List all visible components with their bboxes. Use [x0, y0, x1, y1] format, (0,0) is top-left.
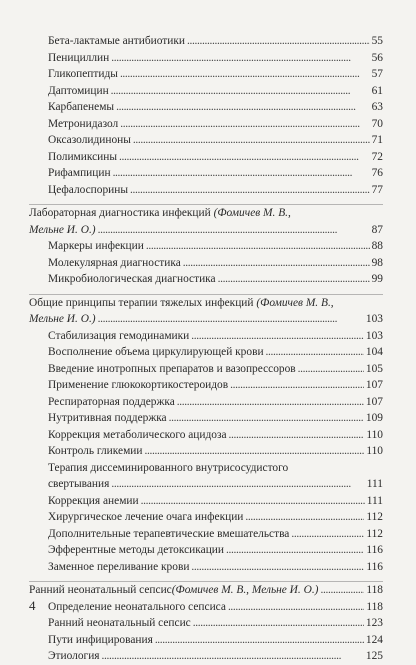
leader-dots — [230, 377, 364, 394]
entry-title: Стабилизация гемодинамики — [48, 329, 190, 342]
entry-page-number: 123 — [365, 617, 383, 629]
leader-dots — [111, 83, 370, 100]
entry-line — [48, 50, 383, 67]
entry-title-line1 — [29, 295, 383, 312]
entry-line — [48, 33, 383, 50]
entry-title: Применение глюкокортикостероидов — [48, 379, 229, 391]
entry-page-number: 104 — [365, 346, 383, 358]
entry-title: Заменное переливание крови — [48, 560, 190, 573]
leader-dots — [169, 410, 364, 427]
entry-title: Коррекция метаболического ацидоза — [48, 428, 227, 441]
toc-entry[interactable] — [0, 410, 416, 427]
entry-title: Карбапенемы — [48, 101, 115, 113]
entry-page-number: 76 — [371, 167, 383, 179]
entry-page-number: 88 — [371, 240, 383, 252]
entry-author: (Фомичев М. В., — [256, 296, 334, 309]
entry-title: Введение инотропных препаратов и вазопрессоров — [48, 362, 296, 375]
entry-line — [48, 361, 383, 378]
entry-line — [48, 648, 383, 665]
entry-line — [48, 599, 383, 616]
entry-title: Дополнительные терапевтические вмешательства — [48, 527, 290, 540]
entry-page-number: 107 — [365, 379, 383, 391]
entry-title: Контроль гликемии — [48, 445, 143, 457]
entry-line — [48, 238, 383, 255]
entry-title: Нутритивная поддержка — [48, 412, 167, 424]
entry-line — [48, 526, 383, 543]
toc-entry[interactable] — [0, 427, 416, 444]
entry-page-number: 99 — [371, 273, 383, 285]
toc-section-entry[interactable] — [0, 205, 416, 238]
leader-dots — [102, 648, 364, 665]
entry-title: Полимиксины — [48, 150, 118, 163]
entry-line — [48, 99, 383, 116]
entry-page-number: 116 — [366, 560, 383, 573]
entry-page-number: 112 — [366, 511, 383, 523]
leader-dots — [266, 344, 364, 361]
entry-title: Определение неонатального сепсиса — [48, 600, 226, 613]
leader-dots — [320, 582, 364, 599]
toc-entry[interactable] — [0, 132, 416, 149]
entry-line — [48, 116, 383, 133]
entry-line — [48, 132, 383, 149]
entry-title: Метронидазол — [48, 117, 119, 130]
entry-page-number: 110 — [366, 428, 383, 441]
toc-entry[interactable] — [0, 238, 416, 255]
entry-page-number: 63 — [371, 101, 383, 113]
toc-entry[interactable] — [0, 361, 416, 378]
entry-title: Респираторная поддержка — [48, 395, 175, 408]
leader-dots — [133, 132, 370, 149]
leader-dots — [146, 238, 370, 255]
entry-title: Общие принципы терапии тяжелых инфекций — [29, 296, 257, 309]
entry-page-number: 55 — [371, 35, 383, 47]
entry-page-number: 70 — [371, 117, 383, 130]
entry-title: Лабораторная диагностика инфекций — [29, 207, 214, 219]
entry-page-number: 57 — [371, 68, 383, 80]
entry-title: Эфферентные методы детоксикации — [48, 544, 224, 556]
leader-dots — [119, 149, 370, 166]
leader-dots — [177, 394, 364, 411]
toc-entry[interactable] — [0, 460, 416, 493]
entry-title: Рифампицин — [48, 167, 111, 179]
entry-line2 — [29, 311, 383, 328]
entry-line — [48, 559, 383, 576]
leader-dots — [116, 99, 370, 116]
entry-page-number: 125 — [365, 650, 383, 662]
entry-title: Коррекция анемии — [48, 494, 139, 507]
toc-entry[interactable] — [0, 271, 416, 288]
leader-dots — [218, 271, 370, 288]
toc-entry[interactable] — [0, 182, 416, 199]
entry-title: Этиология — [48, 650, 100, 662]
entry-line — [48, 328, 383, 345]
leader-dots — [193, 615, 364, 632]
leader-dots — [191, 328, 364, 345]
entry-page-number: 111 — [366, 478, 383, 490]
entry-title-line1 — [29, 205, 383, 222]
table-of-contents — [0, 33, 416, 665]
entry-title-line2: Мельне И. О.) — [29, 313, 96, 325]
entry-title: Ранний неонатальный сепсис — [48, 617, 191, 629]
leader-dots — [111, 476, 364, 493]
entry-line — [48, 83, 383, 100]
leader-dots — [187, 33, 370, 50]
leader-dots — [183, 255, 370, 272]
leader-dots — [98, 222, 370, 239]
entry-line — [29, 582, 383, 599]
entry-page-number: 118 — [366, 584, 383, 596]
toc-entry[interactable] — [0, 559, 416, 576]
leader-dots — [191, 559, 364, 576]
toc-entry[interactable] — [0, 83, 416, 100]
entry-line — [48, 427, 383, 444]
toc-entry[interactable] — [0, 542, 416, 559]
entry-line2 — [48, 476, 383, 493]
entry-page-number: 61 — [371, 84, 383, 97]
toc-entry[interactable] — [0, 509, 416, 526]
entry-title-line2: Мельне И. О.) — [29, 223, 96, 236]
entry-page-number: 110 — [366, 445, 383, 457]
toc-entry[interactable] — [0, 344, 416, 361]
leader-dots — [120, 66, 370, 83]
entry-page-number: 118 — [366, 600, 383, 613]
toc-entry[interactable] — [0, 328, 416, 345]
entry-title: Пенициллин — [48, 51, 110, 64]
leader-dots — [229, 427, 365, 444]
entry-line — [48, 66, 383, 83]
entry-line — [48, 377, 383, 394]
entry-line — [48, 493, 383, 510]
entry-title: Терапия диссеминированного внутрисосудистого — [48, 461, 289, 474]
leader-dots — [226, 542, 364, 559]
toc-entry[interactable] — [0, 99, 416, 116]
entry-line2 — [29, 222, 383, 239]
toc-entry[interactable] — [0, 526, 416, 543]
leader-dots — [141, 493, 365, 510]
entry-page-number: 112 — [366, 527, 383, 540]
entry-line — [48, 344, 383, 361]
entry-title: Оксазолидиноны — [48, 134, 131, 146]
entry-title: Гликопептиды — [48, 68, 118, 80]
entry-line — [48, 443, 383, 460]
entry-title: Восполнение объема циркулирующей крови — [48, 346, 264, 358]
entry-page-number: 109 — [365, 412, 383, 424]
entry-line — [48, 615, 383, 632]
entry-title: Маркеры инфекции — [48, 240, 144, 252]
entry-page-number: 111 — [366, 494, 383, 507]
toc-entry[interactable] — [0, 377, 416, 394]
entry-title: Бета-лактамые антибиотики — [48, 35, 185, 47]
toc-entry[interactable] — [0, 493, 416, 510]
toc-entry[interactable] — [0, 66, 416, 83]
entry-page-number: 116 — [366, 544, 383, 556]
entry-page-number: 124 — [365, 633, 383, 646]
leader-dots — [120, 116, 369, 133]
toc-section-entry[interactable] — [0, 582, 416, 599]
entry-title-line2: свертывания — [48, 478, 110, 490]
toc-entry[interactable] — [0, 149, 416, 166]
entry-title: Цефалоспорины — [48, 183, 129, 196]
toc-entry[interactable] — [0, 116, 416, 133]
entry-page-number: 77 — [371, 183, 383, 196]
leader-dots — [130, 182, 370, 199]
leader-dots — [228, 599, 364, 616]
entry-title: Пути инфицирования — [48, 633, 153, 646]
entry-page-number: 107 — [365, 395, 383, 408]
leader-dots — [98, 311, 364, 328]
entry-title: Ранний неонатальный сепсис — [29, 584, 172, 596]
toc-entry[interactable] — [0, 165, 416, 182]
toc-entry[interactable] — [0, 33, 416, 50]
entry-title: Молекулярная диагностика — [48, 256, 181, 269]
leader-dots — [144, 443, 364, 460]
entry-title-line1 — [48, 460, 383, 477]
page-number: 4 — [29, 598, 36, 613]
entry-line — [48, 394, 383, 411]
entry-line — [48, 542, 383, 559]
entry-line — [48, 410, 383, 427]
leader-dots — [111, 50, 369, 67]
leader-dots — [298, 361, 364, 378]
entry-author: (Фомичев М. В., Мельне И. О.) — [171, 584, 319, 596]
entry-page-number: 72 — [371, 150, 383, 163]
entry-line — [48, 149, 383, 166]
entry-page-number: 71 — [371, 134, 383, 146]
entry-title: Хирургическое лечение очага инфекции — [48, 511, 244, 523]
entry-author: (Фомичев М. В., — [213, 207, 291, 219]
entry-line — [48, 255, 383, 272]
entry-page-number: 103 — [365, 329, 383, 342]
entry-page-number: 103 — [365, 313, 383, 325]
toc-entry[interactable] — [0, 648, 416, 665]
toc-entry[interactable] — [0, 394, 416, 411]
toc-entry[interactable] — [0, 50, 416, 67]
toc-entry[interactable] — [0, 443, 416, 460]
leader-dots — [245, 509, 364, 526]
toc-entry[interactable] — [0, 615, 416, 632]
entry-line — [48, 271, 383, 288]
entry-line — [48, 165, 383, 182]
toc-section-entry[interactable] — [0, 295, 416, 328]
entry-page-number: 105 — [365, 362, 383, 375]
entry-page-number: 98 — [371, 256, 383, 269]
toc-entry[interactable] — [0, 599, 416, 616]
entry-line — [48, 509, 383, 526]
toc-entry[interactable] — [0, 255, 416, 272]
entry-title: Микробиологическая диагностика — [48, 273, 216, 285]
entry-line — [48, 182, 383, 199]
leader-dots — [113, 165, 370, 182]
entry-page-number: 56 — [371, 51, 383, 64]
entry-title: Даптомицин — [48, 84, 109, 97]
leader-dots — [291, 526, 364, 543]
entry-page-number: 87 — [371, 223, 383, 236]
